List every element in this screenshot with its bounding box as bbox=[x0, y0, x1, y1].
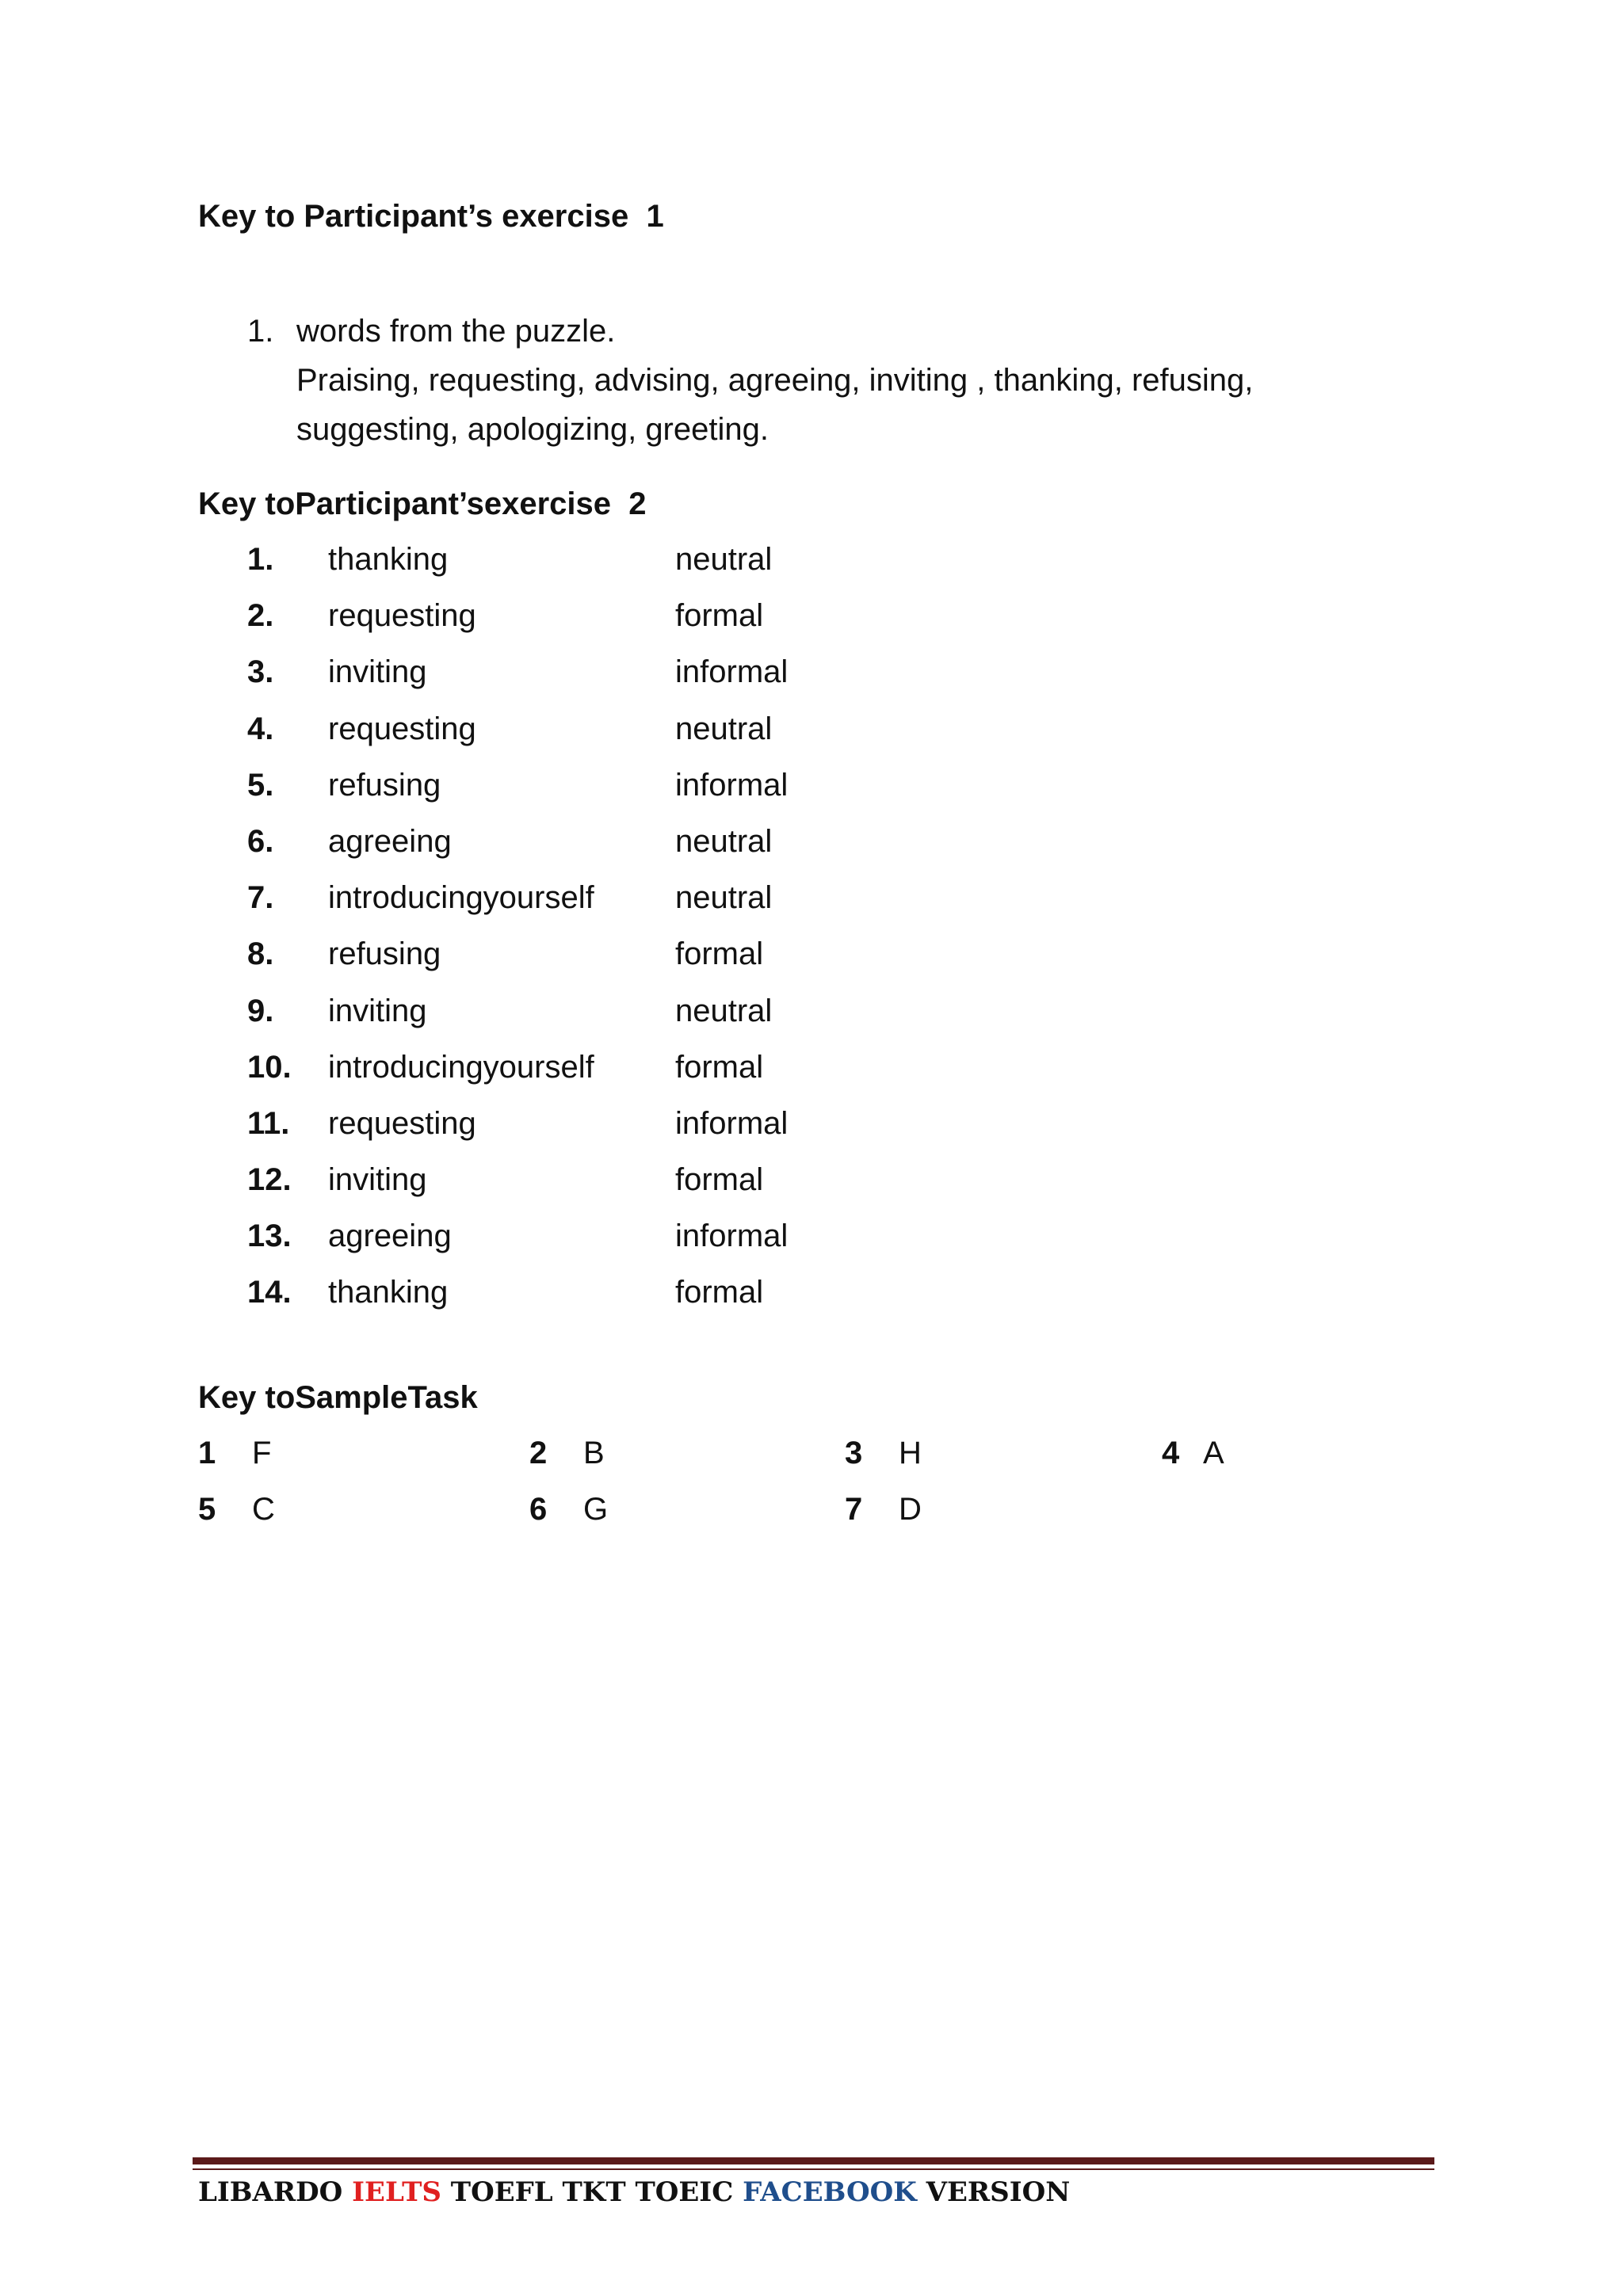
register: informal bbox=[675, 1105, 789, 1141]
register: formal bbox=[675, 1162, 764, 1198]
register: formal bbox=[675, 1275, 764, 1310]
sample-letter: B bbox=[583, 1436, 605, 1470]
sample-answer bbox=[845, 1485, 922, 1534]
sample-number: 7 bbox=[845, 1492, 863, 1527]
speech-act: requesting bbox=[328, 1105, 476, 1141]
answer-number: 7. bbox=[247, 880, 274, 916]
sample-number: 6 bbox=[529, 1492, 548, 1527]
speech-act: inviting bbox=[328, 654, 427, 690]
sample-letter: A bbox=[1203, 1436, 1224, 1470]
exercise1-line: Praising, requesting, advising, agreeing, inviting , thanking, refusing, bbox=[296, 363, 1254, 398]
footer-part: TOEFL TKT TOEIC bbox=[441, 2176, 743, 2208]
sample-letter: G bbox=[583, 1492, 609, 1527]
register: informal bbox=[675, 654, 789, 690]
sample-number: 3 bbox=[845, 1436, 863, 1470]
answer-number: 9. bbox=[247, 993, 274, 1028]
sample-answer bbox=[1162, 1428, 1224, 1478]
sample-answer bbox=[845, 1428, 922, 1478]
register: neutral bbox=[675, 542, 773, 577]
speech-act: requesting bbox=[328, 711, 476, 746]
speech-act: requesting bbox=[328, 598, 476, 634]
sample-task-answers bbox=[198, 1428, 1308, 1541]
answer-number: 1. bbox=[247, 542, 274, 577]
register: formal bbox=[675, 1049, 764, 1085]
exercise1-line: suggesting, apologizing, greeting. bbox=[296, 412, 769, 447]
sample-letter: H bbox=[899, 1436, 922, 1470]
speech-act: refusing bbox=[328, 936, 441, 972]
sample-number: 1 bbox=[198, 1436, 216, 1470]
speech-act: introducingyourself bbox=[328, 880, 594, 916]
speech-act: thanking bbox=[328, 542, 449, 577]
exercise1-heading: Key to Participant’s exercise 1 bbox=[198, 199, 664, 234]
register: formal bbox=[675, 598, 764, 634]
register: informal bbox=[675, 1219, 789, 1254]
answer-number: 6. bbox=[247, 823, 274, 859]
sample-letter: C bbox=[252, 1492, 275, 1527]
footer-rule-thick bbox=[193, 2157, 1434, 2164]
sample-answer bbox=[529, 1485, 608, 1534]
register: informal bbox=[675, 767, 789, 803]
speech-act: agreeing bbox=[328, 823, 452, 859]
register: neutral bbox=[675, 711, 773, 746]
footer-part: LIBARDO bbox=[198, 2176, 353, 2208]
sample-number: 2 bbox=[529, 1436, 548, 1470]
exercise1-line: words from the puzzle. bbox=[296, 314, 616, 349]
register: formal bbox=[675, 936, 764, 972]
answer-number: 4. bbox=[247, 711, 274, 746]
speech-act: thanking bbox=[328, 1275, 449, 1310]
footer-ielts: IELTS bbox=[352, 2176, 441, 2208]
speech-act: introducingyourself bbox=[328, 1049, 594, 1085]
answer-number: 13. bbox=[247, 1219, 292, 1254]
footer-facebook: FACEBOOK bbox=[743, 2176, 917, 2208]
sample-task-heading: Key toSampleTask bbox=[198, 1380, 478, 1415]
answer-number: 12. bbox=[247, 1162, 292, 1198]
sample-answer bbox=[198, 1428, 271, 1478]
exercise1-number: 1. bbox=[247, 314, 274, 349]
sample-letter: F bbox=[252, 1436, 272, 1470]
footer-text bbox=[198, 2172, 1070, 2212]
sample-answer bbox=[529, 1428, 605, 1478]
sample-number: 5 bbox=[198, 1492, 216, 1527]
speech-act: agreeing bbox=[328, 1219, 452, 1254]
answer-number: 3. bbox=[247, 654, 274, 690]
exercise1-body bbox=[296, 307, 1406, 454]
sample-letter: D bbox=[899, 1492, 922, 1527]
sample-row bbox=[198, 1428, 1308, 1485]
speech-act: inviting bbox=[328, 1162, 427, 1198]
register: neutral bbox=[675, 993, 773, 1028]
answer-number: 11. bbox=[247, 1105, 290, 1141]
answer-number: 14. bbox=[247, 1275, 292, 1310]
register: neutral bbox=[675, 823, 773, 859]
answer-number: 8. bbox=[247, 936, 274, 972]
sample-number: 4 bbox=[1162, 1436, 1180, 1470]
footer-part: VERSION bbox=[916, 2176, 1071, 2208]
speech-act: inviting bbox=[328, 993, 427, 1028]
sample-row bbox=[198, 1485, 1308, 1541]
answer-number: 10. bbox=[247, 1049, 292, 1085]
sample-answer bbox=[198, 1485, 275, 1534]
speech-act: refusing bbox=[328, 767, 441, 803]
exercise2-heading: Key toParticipant’sexercise 2 bbox=[198, 486, 647, 521]
answer-number: 5. bbox=[247, 767, 274, 803]
register: neutral bbox=[675, 880, 773, 916]
answer-number: 2. bbox=[247, 598, 274, 634]
footer-rule-thin bbox=[193, 2168, 1434, 2170]
